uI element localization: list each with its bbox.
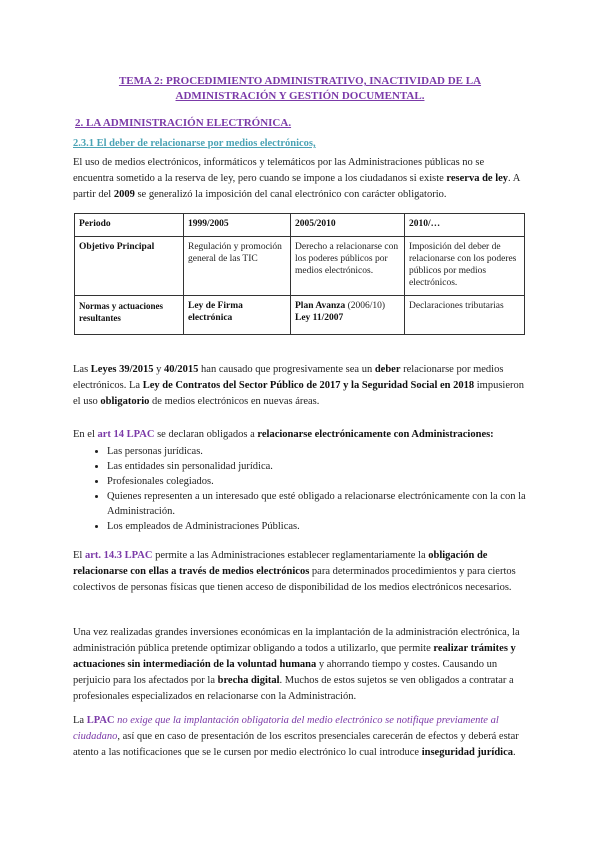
leyes-paragraph: Las Leyes 39/2015 y 40/2015 han causado que progresivamente sea un deber relacionarse por medios electrónicos. La Ley de Contratos del Sector Público de 2017 y la Seguridad Social en 2018 impusieron el uso obligatorio de medios electrónicos en nuevas áreas. (73, 364, 524, 407)
list-item: • Profesionales colegiados. (107, 474, 527, 489)
art14-reference: art 14 LPAC (97, 429, 155, 440)
inversiones-paragraph: Una vez realizadas grandes inversiones económicas en la implantación de la administración electrónica, la administración pública pretende optimizar obligando a todos a utilizarlo, que permite realizar trámites y actuaciones sin intermediación de la voluntad humana y ahorrando tiempo y costes. Causando un perjuicio para los afectados por la brecha digital. Muchos de estos sujetos se ven obligados a contratar a profesionales especializados en relacionarse con la Administración. (73, 627, 520, 702)
list-item: • Los empleados de Administraciones Públicas. (107, 519, 527, 534)
subsection-heading: 2.3.1 El deber de relacionarse por medios electrónicos, (73, 138, 316, 149)
intro-paragraph: El uso de medios electrónicos, informáticos y telemáticos por las Administraciones públicas no se encuentra sometido a la reserva de ley, pero cuando se impone a los ciudadanos si existe reserva de ley. A partir del 2009 se generalizó la imposición del canal electrónico con carácter obligatorio. (73, 157, 520, 200)
final-paragraph: La LPAC no exige que la implantación obligatoria del medio electrónico se notifique previamente al ciudadano, así que en caso de presentación de los escritos presenciales carecerán de efectos y deberá estar atento a las notificaciones que se le cursen por medio electrónico lo cual introduce inseguridad jurídica. (73, 715, 519, 758)
table-header-row: Periodo 1999/2005 2005/2010 2010/… (75, 214, 525, 237)
art143-reference: art. 14.3 LPAC (84, 550, 153, 561)
list-item: • Quienes representen a un interesado que esté obligado a relacionarse electrónicamente con la con la Administración. (107, 489, 527, 519)
period-table (74, 213, 525, 335)
section-heading: 2. LA ADMINISTRACIÓN ELECTRÓNICA. (75, 117, 292, 129)
lpac-reference: LPAC (86, 715, 115, 726)
list-item: • Las entidades sin personalidad jurídica. (107, 459, 527, 474)
table-row: Objetivo Principal Regulación y promoción general de las TIC Derecho a relacionarse con los poderes públicos por medios electrónicos. Imposición del deber de relacionarse con los poderes públicos por medios electrónicos. (75, 237, 525, 296)
list-item: • Las personas jurídicas. (107, 444, 527, 459)
art143-paragraph: El art. 14.3 LPAC permite a las Administraciones establecer reglamentariamente la obligación de relacionarse con ellas a través de medios electrónicos para determinados procedimientos y para ciertos colectivos de personas físicas que tienen acceso de disponibilidad de los medios electrónicos necesarios. (73, 550, 516, 593)
page-title: TEMA 2: PROCEDIMIENTO ADMINISTRATIVO, INACTIVIDAD DE LA ADMINISTRACIÓN Y GESTIÓN DOCUMENTAL. (118, 75, 482, 102)
obligated-subjects-list (73, 444, 527, 534)
art14-paragraph: En el art 14 LPAC se declaran obligados a relacionarse electrónicamente con Administraciones: (73, 429, 494, 440)
table-row: Normas y actuaciones resultantes Ley de Firma electrónica Plan Avanza (2006/10) Ley 11/2007 Declaraciones tributarias (75, 296, 525, 335)
